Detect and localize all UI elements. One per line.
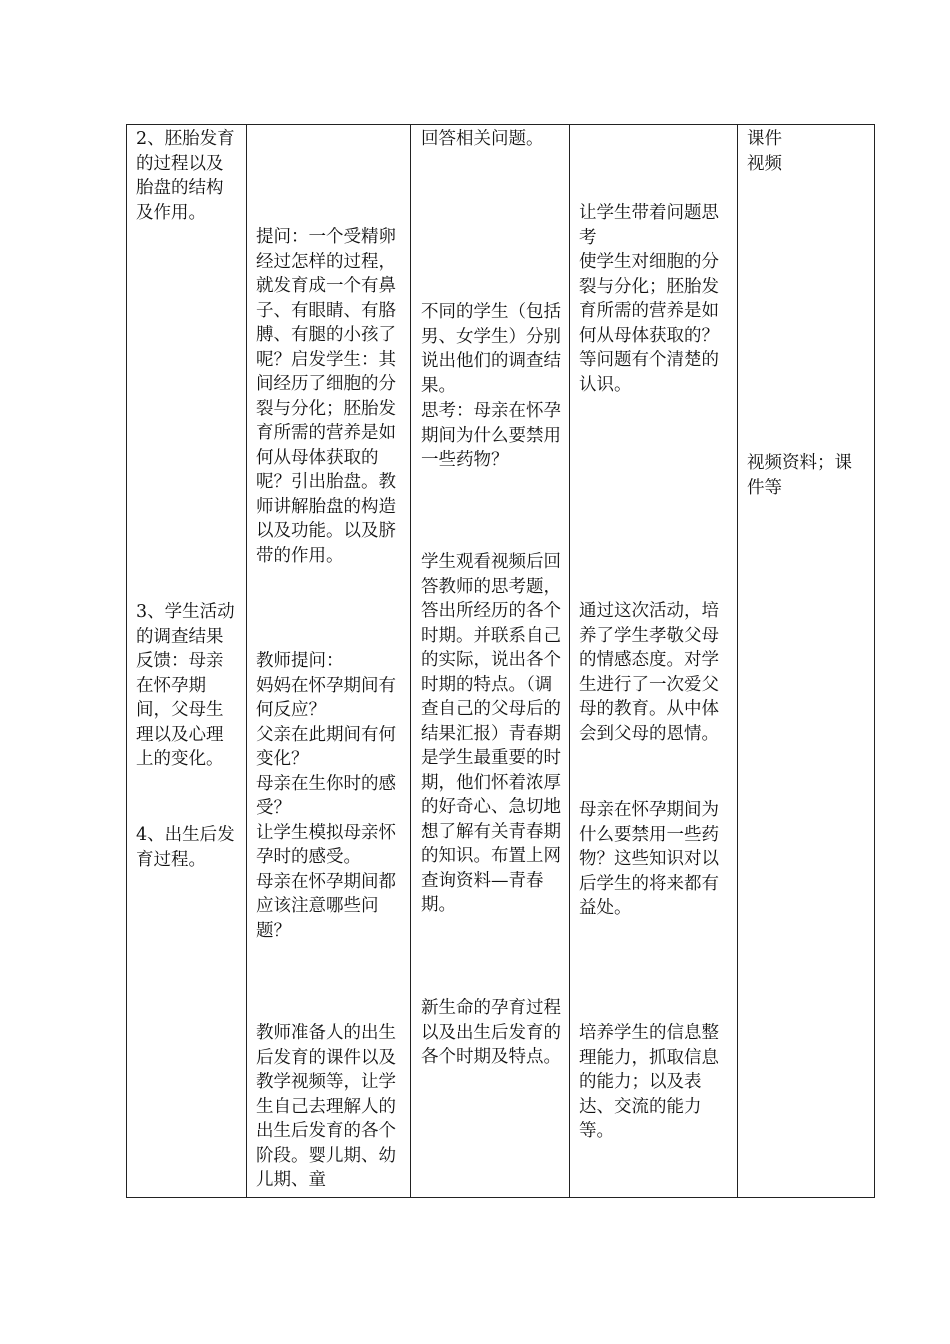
teacher-prompt-line: 父亲在此期间有何变化？ (256, 724, 396, 769)
teacher-prompt-line: 妈妈在怀孕期间有何反应？ (256, 675, 396, 720)
teacher-prompt-line: 母亲在生你时的感受？ (256, 773, 396, 818)
resource-line: 视频 (747, 153, 782, 174)
content-item-survey: 3、学生活动的调查结果反馈：母亲在怀孕期间，父母生理以及心理上的变化。 (136, 602, 235, 769)
content-item-postnatal: 4、出生后发育过程。 (136, 825, 235, 870)
student-answer-block: 回答相关问题。 (421, 129, 544, 149)
teacher-prompt-line: 母亲在怀孕期间都应该注意哪些问题？ (256, 871, 396, 941)
teacher-prompts-block (256, 649, 404, 943)
intent-line: 让学生带着问题思考 (579, 203, 719, 248)
lesson-plan-table (126, 124, 875, 1198)
teacher-question-block: 提问：一个受精卵经过怎样的过程，就发育成一个有鼻子、有眼睛、有胳膊、有腿的小孩了呢？启发学生：其间经历了细胞的分裂与分化；胚胎发育所需的营养是如何从母体获取的呢？引出胎盘。教师讲解胎盘的构造以及功能。以及脐带的作用。 (256, 227, 396, 566)
resources-block-1 (747, 127, 869, 176)
content-item-embryo: 2、胚胎发育的过程以及胎盘的结构及作用。 (136, 129, 235, 223)
teacher-activity-cell (247, 125, 411, 1198)
intent-block-3: 母亲在怀孕期间为什么要禁用一些药物？这些知识对以后学生的将来都有益处。 (579, 800, 719, 918)
student-summary-block: 新生命的孕育过程以及出生后发育的各个时期及特点。 (421, 998, 561, 1067)
intent-line: 使学生对细胞的分裂与分化；胚胎发育所需的营养是如何从母体获取的？等问题有个清楚的认识。 (579, 252, 719, 395)
student-activity-cell (411, 125, 570, 1198)
intent-block-2: 通过这次活动，培养了学生孝敬父母的情感态度。对学生进行了一次爱父母的教育。从中体会到父母的恩情。 (579, 601, 719, 744)
resource-line: 课件 (747, 129, 782, 149)
student-survey-block: 不同的学生（包括男、女学生）分别说出他们的调查结果。 (421, 302, 561, 396)
intent-block-4: 培养学生的信息整理能力，抓取信息的能力；以及表达、交流的能力等。 (579, 1023, 719, 1141)
table-row (127, 125, 875, 1198)
teacher-prompt-line: 让学生模拟母亲怀孕时的感受。 (256, 822, 396, 867)
content-column-cell (127, 125, 247, 1198)
resources-cell (738, 125, 875, 1198)
intent-block-1 (579, 201, 729, 397)
student-think-block: 思考：母亲在怀孕期间为什么要禁用一些药物？ (421, 401, 561, 470)
design-intent-cell (570, 125, 738, 1198)
student-video-block: 学生观看视频后回答教师的思考题，答出所经历的各个时期。并联系自己的实际，说出各个时期的特点。（调查自己的父母后的结果汇报）青春期是学生最重要的时期，他们怀着浓厚的好奇心、急切地想了解有关青春期的知识。布置上网查询资料—青春期。 (421, 552, 561, 915)
resources-block-2: 视频资料；课件等 (747, 453, 852, 498)
teacher-prompt-line: 教师提问： (256, 651, 344, 671)
teacher-materials-block: 教师准备人的出生后发育的课件以及教学视频等，让学生自己去理解人的出生后发育的各个阶段。婴儿期、幼儿期、童 (256, 1023, 396, 1190)
